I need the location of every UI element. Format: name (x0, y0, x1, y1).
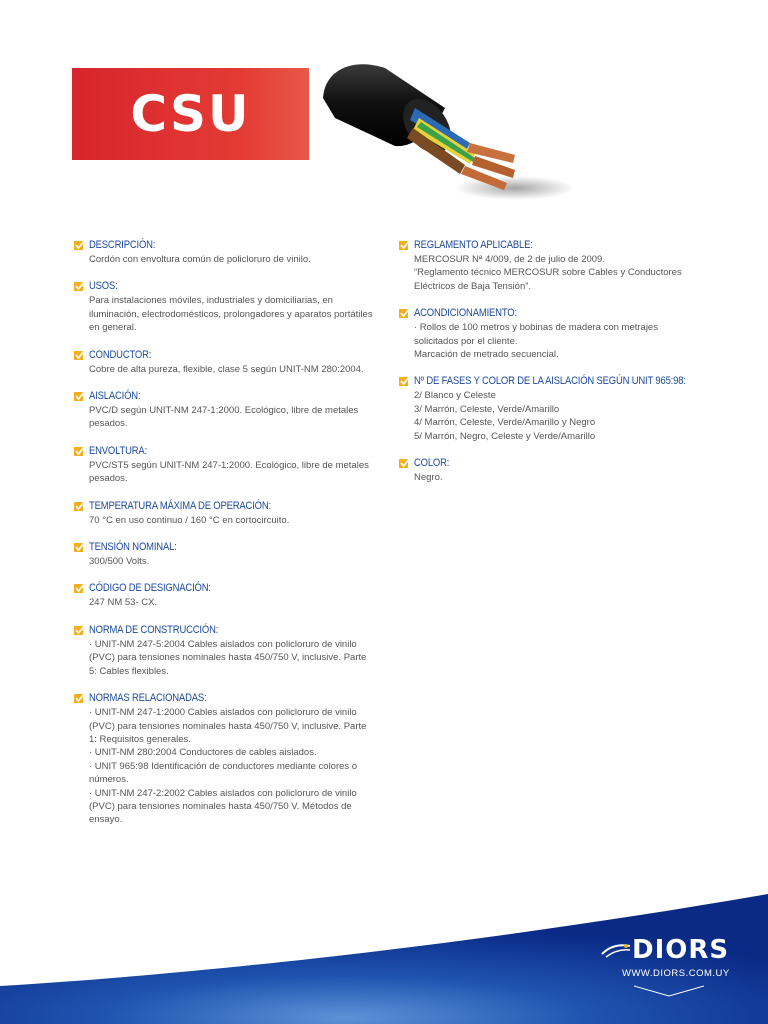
section-text: MERCOSUR Nª 4/009, de 2 de julio de 2009. (414, 254, 605, 265)
section-text: 3/ Marrón, Celeste, Verde/Amarillo (414, 403, 560, 415)
section-tension (74, 539, 374, 568)
section-text: 2/ Blanco y Celeste (414, 390, 496, 402)
section-heading: NORMAS RELACIONADAS: (89, 692, 207, 705)
section-text: 247 NM 53- CX. (89, 597, 158, 609)
product-title-box (72, 68, 309, 160)
section-envoltura (74, 443, 374, 486)
section-acondicionamiento (399, 305, 699, 361)
section-heading: CONDUCTOR: (89, 348, 152, 361)
section-descripcion (74, 237, 374, 266)
section-text: 70 °C en uso continuo / 160 °C en cortocircuito. (89, 514, 290, 526)
left-column (74, 237, 374, 839)
section-heading: COLOR: (414, 457, 450, 470)
section-codigo (74, 580, 374, 609)
section-text: “Reglamento técnico MERCOSUR sobre Cables y Conductores Eléctricos de Baja Tensión”. (414, 267, 682, 292)
check-bullet-icon (74, 390, 86, 402)
section-heading: TEMPERATURA MÁXIMA DE OPERACIÓN: (89, 499, 271, 512)
section-fases-color (399, 373, 699, 443)
website-link[interactable]: WWW.DIORS.COM.UY (622, 968, 730, 979)
product-title: CSU (130, 85, 251, 143)
check-bullet-icon (399, 239, 411, 251)
check-bullet-icon (74, 239, 86, 251)
section-text: Marcación de metrado secuencial. (414, 349, 559, 361)
section-aislacion (74, 388, 374, 431)
section-heading: REGLAMENTO APLICABLE: (414, 239, 533, 251)
section-text: · UNIT-NM 247-5:2004 Cables aislados con policloruro de vinilo (PVC) para tensiones nominales hasta 450/750 V, inclusive. Parte 5: Cables flexibles. (89, 638, 367, 677)
check-bullet-icon (74, 541, 86, 553)
check-bullet-icon (399, 307, 411, 319)
section-heading: Nº DE FASES Y COLOR DE LA AISLACIÓN SEGÚN UNIT 965:98: (414, 375, 686, 388)
check-bullet-icon (399, 375, 411, 387)
section-text: 300/500 Volts. (89, 556, 150, 568)
section-heading: ACONDICIONAMIENTO: (414, 307, 517, 320)
section-temperatura (74, 498, 374, 527)
section-text: 5/ Marrón, Negro, Celeste y Verde/Amarillo (414, 430, 596, 442)
section-text: · UNIT 965:98 Identificación de conductores mediante colores o números. (89, 760, 358, 786)
section-heading: TENSIÓN NOMINAL: (89, 541, 177, 554)
section-text: PVC/D según UNIT-NM 247-1:2000. Ecológico, libre de metales pesados. (89, 405, 359, 430)
section-reglamento (399, 237, 699, 293)
section-norma-construccion (74, 622, 374, 678)
check-bullet-icon (399, 457, 411, 469)
section-text: Para instalaciones móviles, industriales y domiciliarias, en iluminación, electrodomésticos, prolongadores y aparatos portátiles en general. (89, 295, 373, 334)
section-heading: USOS: (89, 280, 118, 293)
section-text: · UNIT-NM 247-2:2002 Cables aislados con policloruro de vinilo (PVC) para tensiones nominales hasta 450/750 V. Métodos de ensayo. (89, 787, 357, 826)
chevron-down-icon (634, 984, 704, 998)
check-bullet-icon (74, 692, 86, 704)
section-heading: NORMA DE CONSTRUCCIÓN: (89, 623, 219, 636)
section-heading: AISLACIÓN: (89, 390, 141, 403)
check-bullet-icon (74, 349, 86, 361)
check-bullet-icon (74, 582, 86, 594)
logo-mark-icon (600, 940, 632, 960)
check-bullet-icon (74, 624, 86, 636)
section-text: PVC/ST5 según UNIT-NM 247-1:2000. Ecológico, libre de metales pesados. (89, 459, 369, 485)
section-text: Negro. (414, 472, 443, 484)
section-text: 4/ Marrón, Celeste, Verde/Amarillo y Negro (414, 417, 596, 429)
section-text: · UNIT-NM 247-1:2000 Cables aislados con policloruro de vinilo (PVC) para tensiones nominales hasta 450/750 V, inclusive. Parte 1: Requisitos generales. (89, 707, 367, 745)
check-bullet-icon (74, 500, 86, 512)
section-color (399, 455, 699, 484)
section-text: · UNIT-NM 280:2004 Conductores de cables aislados. (89, 747, 317, 759)
section-text: Cobre de alta pureza, flexible, clase 5 según UNIT-NM 280:2004. (89, 363, 364, 375)
section-normas-relacionadas (74, 690, 374, 827)
section-text: · Rollos de 100 metros y bobinas de madera con metrajes solicitados por el cliente. (414, 322, 658, 347)
section-usos (74, 278, 374, 334)
brand-logo: DIORS (632, 935, 730, 965)
section-conductor (74, 347, 374, 376)
section-heading: CÓDIGO DE DESIGNACIÓN: (89, 582, 211, 595)
right-column (399, 237, 699, 496)
check-bullet-icon (74, 280, 86, 292)
check-bullet-icon (74, 445, 86, 457)
section-text: Cordón con envoltura común de policloruro de vinilo. (89, 254, 311, 265)
cable-image (315, 48, 575, 218)
section-heading: ENVOLTURA: (89, 444, 148, 457)
section-heading: DESCRIPCIÓN: (89, 239, 156, 251)
